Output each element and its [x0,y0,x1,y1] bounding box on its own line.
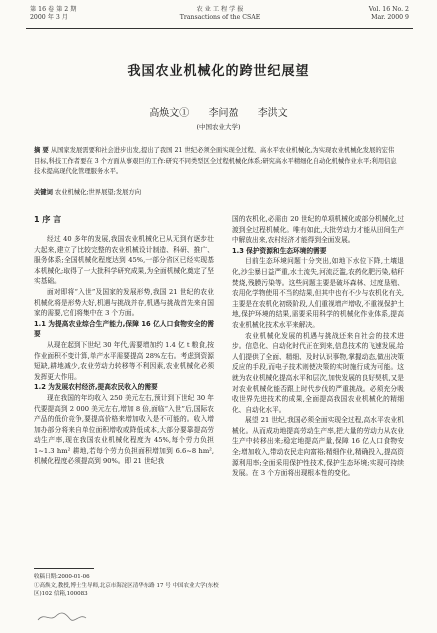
received-date: 收稿日期:2000-01-06 [34,574,90,580]
journal-name-en: Transactions of the CSAE [179,14,261,21]
keywords-text: 农业机械化;世界展望;发展方向 [54,189,142,196]
paragraph: 现在我国的年均收入 250 美元左右,预计到下世纪 30 年代要提高到 2 000 美元左右,增加 8 倍,面临“入世”后,国际农产品的低价竞争,要提高价格来增加收入是不可能的。收入增加办部分将来自单位面积增收或降低成本,大部分要靠提高劳动生产率,现在我国农业机械化程度为 45%,每个劳力负担 1~1.3 hm² 耕地,若每个劳力负担面积增加到 6.6~8 hm²,机械化程度必须提高到 90%。即 21 世纪我 [34,393,214,466]
paragraph: 农业机械化发展的机遇与挑战还来自社会的技术进步。信息化、自动化时代正在到来,信息技术的飞速发展,给人们提供了全面、精细、及时认识事物,掌握动态,做出决策反应的手段,而电子技术则使决策的实时施行成为可能。这就为农业机械化提高水平和层次,加快发展的良好契机,又是对农业机械化能否跟上时代步伐的严重挑战。必须充分吸收世界先进技术的成果,全面提高我国农业机械化的精细化、自动化水平。 [232,331,404,414]
running-header-center [140,6,300,22]
paragraph: 面对即将“入世”及国家的发展形势,我国 21 世纪的农业机械化将是形势大好,机遇与挑战并存,机遇与挑战首先来自国家的需要,它们将集中在 3 个方面。 [34,287,214,318]
paragraph: 从现在起到下世纪 30 年代,需要增加约 1.4 亿 t 粮食,按作业面积不变计算,单产水平需要提高 28%左右。考虑到资源短缺,耕地减少,农业劳动力转移等不利因素,农业机械化必须发挥更大作用。 [34,340,214,381]
author-name: 李洪文 [257,108,288,119]
header-volume-en: Vol. 16 No. 2 [368,6,409,13]
left-column [34,214,214,467]
paragraph: 国的农机化,必需由 20 世纪的单项机械化或部分机械化,过渡到全过程机械化。唯有如此,大批劳动力才能从田间生产中解放出来,农村经济才能得到全面发展。 [232,215,404,245]
abstract-label: 摘 要 [34,147,49,154]
author-name: 李问盈 [208,108,239,119]
keywords-label: 关键词 [34,189,53,196]
abstract-text: 从国家发展需要和社会进步出发,提出了我国 21 世纪必须全面实现全过程、高水平农业机械化,为实现农业机械化发展的宏伟目标,科技工作者要在 3 个方面从事艰巨的工作:研究不同类型区全过程机械化体系;研究高水平精细化自动化机械作业水平;利用信息技术提高现代化管理服务水平。 [34,147,397,175]
subsection-heading: 1.3 保护资源和生态环境的需要 [232,246,327,255]
running-header-right [329,6,409,22]
author-note: ①高焕文,教授,博士生导师,北京市海淀区清华东路 17 号 中国农业大学(东校区)102 信箱,100083 [34,582,219,597]
header-date: 2000 年 3 月 [30,14,68,21]
section-heading: 1 序 言 [34,215,62,224]
abstract [34,146,400,178]
right-column [232,214,404,479]
paper-title: 我国农业机械化的跨世纪展望 [127,64,310,79]
subsection-heading: 1.2 为发展农村经济,提高农民收入的需要 [34,383,158,392]
header-rule [26,28,413,29]
author-name: 高焕文① [149,108,190,119]
paragraph: 展望 21 世纪,我国必须全面实现全过程,高水平农业机械化。从而成功地提高劳动生产率,把大量的劳动力从农业生产中转移出来;稳定地提高产量,保障 16 亿人口食物安全;增加收入,带动农民走向富裕;精细作业,精确投入,提高资源利用率;全面采用保护性技术,保护生态环境;实现可持续发展。在 3 个方面将出现根本性的变化。 [232,416,404,478]
paragraph: 目前生态环境问题十分突出,如地下水位下降,土壤退化,沙尘暴日益严重,水土流失,河流泛滥,农药化肥污染,秸秆焚烧,残膜污染等。这些问题主要是破坏森林、过度垦殖、农用化学物使用不当的结果,但其中也有不少与农机化有关,主要是在农机化初级阶段,人们重视增产增收,不重视保护土地,保护环境的结果,需要采用科学的机械化作业体系,提高农业机械化技术水平来解决。 [232,257,404,329]
author-list [0,104,437,119]
footnote [34,573,224,599]
keywords [34,188,400,198]
paragraph: 经过 40 多年的发展,我国农业机械化已从无到有逐步壮大起来,建立了比较完整的农业机械设计制造、科研、推广、服务体系;全国机械化程度达到 45%,一部分省区已经实现基本机械化;取得了一大批科学研究成果,为全面机械化奠定了坚实基础。 [34,235,214,286]
footnote-rule [34,568,94,569]
header-date-en: Mar. 2000 9 [371,14,409,21]
affiliation: (中国农业大学) [196,123,241,131]
running-header-left [30,6,100,22]
journal-name-cn: 农 业 工 程 学 报 [196,6,244,13]
header-volume: 第 16 卷 第 2 期 [30,6,77,13]
subsection-heading: 1.1 为提高农业综合生产能力,保障 16 亿人口食物安全的需要 [34,319,214,339]
handwritten-mark-icon [36,610,106,624]
